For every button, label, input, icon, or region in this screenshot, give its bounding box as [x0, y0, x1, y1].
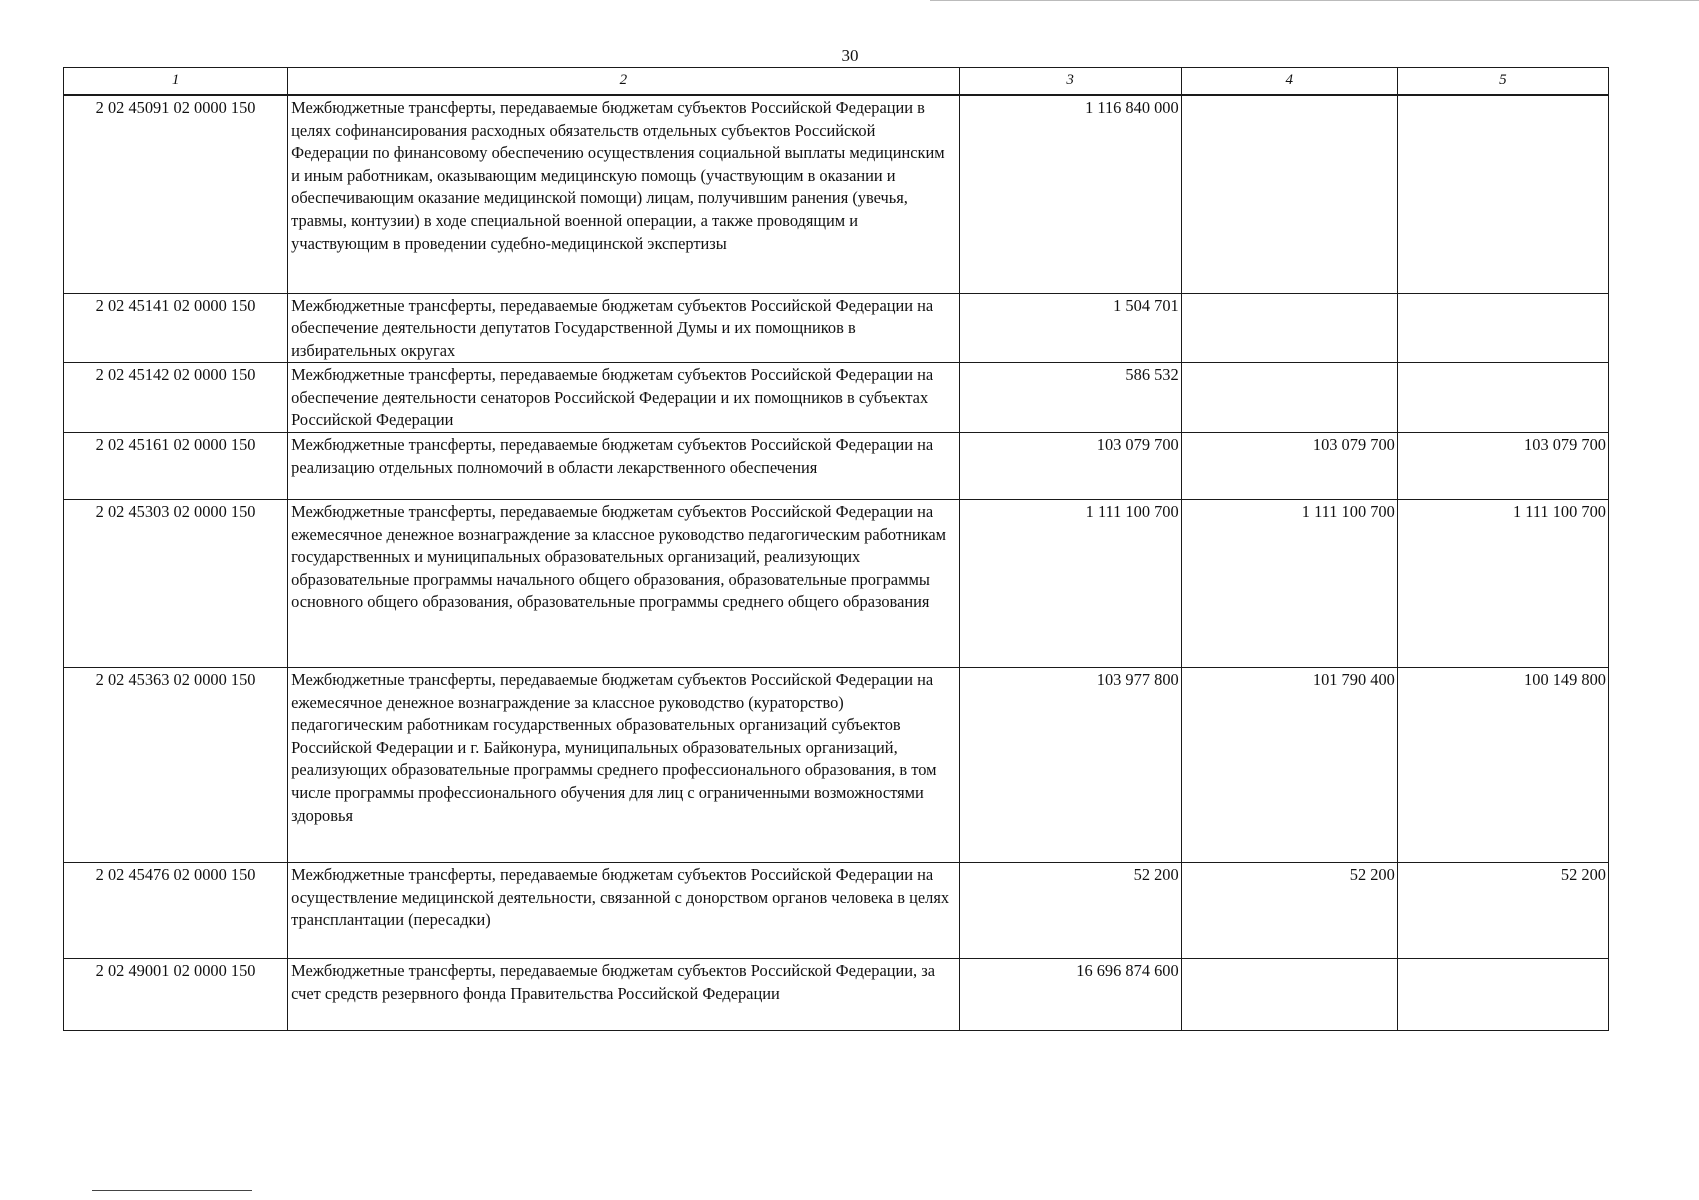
table-row: [64, 668, 1609, 863]
amount-col4-cell: 103 079 700: [1181, 433, 1397, 500]
amount-col4-cell: [1181, 293, 1397, 363]
amount-col4-cell: [1181, 363, 1397, 433]
amount-col5-cell: [1397, 959, 1608, 1031]
budget-code-cell: 2 02 45363 02 0000 150: [64, 668, 288, 863]
description-cell: Межбюджетные трансферты, передаваемые бюджетам субъектов Российской Федерации в целях софинансирования расходных обязательств отдельных субъектов Российской Федерации по финансовому обеспечению осуществления социальной выплаты медицинским и иным работникам, оказывающим медицинскую помощь (участвующим в оказании и обеспечивающим оказание медицинской помощи) лицам, получившим ранения (увечья, травмы, контузии) в ходе специальной военной операции, а также проводящим и участвующим в проведении судебно-медицинской экспертизы: [288, 95, 959, 293]
amount-col4-cell: 101 790 400: [1181, 668, 1397, 863]
table-row: [64, 959, 1609, 1031]
column-header-5: 5: [1397, 68, 1608, 96]
amount-col3-cell: 586 532: [959, 363, 1181, 433]
column-header-2: 2: [288, 68, 959, 96]
amount-col3-cell: 103 079 700: [959, 433, 1181, 500]
amount-col5-cell: [1397, 363, 1608, 433]
amount-col5-cell: 1 111 100 700: [1397, 500, 1608, 668]
description-cell: Межбюджетные трансферты, передаваемые бюджетам субъектов Российской Федерации на осуществление медицинской деятельности, связанной с донорством органов человека в целях трансплантации (пересадки): [288, 863, 959, 959]
description-cell: Межбюджетные трансферты, передаваемые бюджетам субъектов Российской Федерации на ежемесячное денежное вознаграждение за классное руководство (кураторство) педагогическим работникам государственных образовательных организаций субъектов Российской Федерации и г. Байконура, муниципальных образовательных организаций, реализующих образовательные программы среднего профессионального образования, в том числе программы профессионального обучения для лиц с ограниченными возможностями здоровья: [288, 668, 959, 863]
table-row: [64, 863, 1609, 959]
description-cell: Межбюджетные трансферты, передаваемые бюджетам субъектов Российской Федерации на обеспечение деятельности сенаторов Российской Федерации и их помощников в субъектах Российской Федерации: [288, 363, 959, 433]
amount-col4-cell: [1181, 959, 1397, 1031]
description-cell: Межбюджетные трансферты, передаваемые бюджетам субъектов Российской Федерации на реализацию отдельных полномочий в области лекарственного обеспечения: [288, 433, 959, 500]
table-row: [64, 293, 1609, 363]
budget-code-cell: 2 02 45303 02 0000 150: [64, 500, 288, 668]
column-header-4: 4: [1181, 68, 1397, 96]
amount-col5-cell: [1397, 95, 1608, 293]
column-header-3: 3: [959, 68, 1181, 96]
amount-col5-cell: [1397, 293, 1608, 363]
footnote-separator-line: [92, 1190, 252, 1191]
amount-col3-cell: 103 977 800: [959, 668, 1181, 863]
amount-col3-cell: 52 200: [959, 863, 1181, 959]
amount-col4-cell: 52 200: [1181, 863, 1397, 959]
budget-code-cell: 2 02 49001 02 0000 150: [64, 959, 288, 1031]
amount-col5-cell: 100 149 800: [1397, 668, 1608, 863]
amount-col3-cell: 1 116 840 000: [959, 95, 1181, 293]
budget-code-cell: 2 02 45161 02 0000 150: [64, 433, 288, 500]
amount-col3-cell: 1 504 701: [959, 293, 1181, 363]
scan-edge-line: [930, 0, 1699, 1]
description-cell: Межбюджетные трансферты, передаваемые бюджетам субъектов Российской Федерации, за счет средств резервного фонда Правительства Российской Федерации: [288, 959, 959, 1031]
amount-col4-cell: 1 111 100 700: [1181, 500, 1397, 668]
budget-code-cell: 2 02 45476 02 0000 150: [64, 863, 288, 959]
amount-col3-cell: 1 111 100 700: [959, 500, 1181, 668]
description-cell: Межбюджетные трансферты, передаваемые бюджетам субъектов Российской Федерации на ежемесячное денежное вознаграждение за классное руководство педагогическим работникам государственных и муниципальных образовательных организаций, реализующих образовательные программы начального общего образования, образовательные программы основного общего образования, образовательные программы среднего общего образования: [288, 500, 959, 668]
amount-col5-cell: 52 200: [1397, 863, 1608, 959]
column-header-1: 1: [64, 68, 288, 96]
budget-code-cell: 2 02 45141 02 0000 150: [64, 293, 288, 363]
amount-col5-cell: 103 079 700: [1397, 433, 1608, 500]
budget-code-cell: 2 02 45091 02 0000 150: [64, 95, 288, 293]
budget-code-cell: 2 02 45142 02 0000 150: [64, 363, 288, 433]
table-row: [64, 433, 1609, 500]
table-row: [64, 95, 1609, 293]
page-number: 30: [841, 46, 859, 65]
amount-col4-cell: [1181, 95, 1397, 293]
budget-table: [63, 67, 1609, 1031]
amount-col3-cell: 16 696 874 600: [959, 959, 1181, 1031]
table-row: [64, 363, 1609, 433]
table-row: [64, 500, 1609, 668]
description-cell: Межбюджетные трансферты, передаваемые бюджетам субъектов Российской Федерации на обеспечение деятельности депутатов Государственной Думы и их помощников в избирательных округах: [288, 293, 959, 363]
table-header-row: [64, 68, 1609, 96]
